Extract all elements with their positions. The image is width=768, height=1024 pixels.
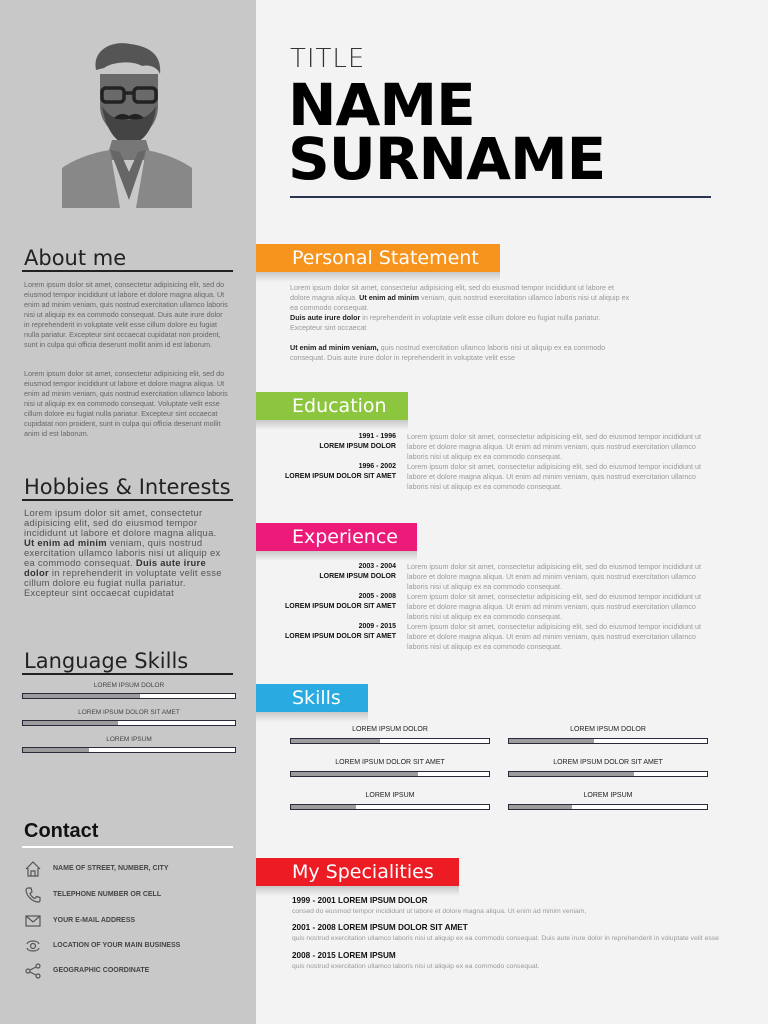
language-label: LOREM IPSUM (106, 736, 152, 743)
speciality-desc: consed do eiusmod tempor incididunt ut labore et dolore magna aliqua. Ut enim ad minim veniam, (292, 908, 587, 915)
hobbies-text: Lorem ipsum dolor sit amet, consectetur adipisicing elit, sed do eiusmod tempor incididunt ut labore et dolore magna aliqua. Ut enim ad minim veniam, quis nostrud exercitation ullamco laboris nisi ut aliquip ex ea commodo consequat. Duis aute irure dolor in reprehenderit in voluptate velit esse cillum dolore eu fugiat nulla pariatur. Excepteur sint occaecat cupidatat (24, 507, 222, 598)
speciality-title: 1999 - 2001 LOREM IPSUM DOLOR (292, 896, 428, 905)
experience-desc: Lorem ipsum dolor sit amet, consectetur adipisicing elit, sed do eiusmod tempor incididunt ut labore et dolore magna aliqua. Ut enim ad minim veniam, quis nostrud exercitation ullamco laboris nisi ut aliquip ex ea commodo consequat. (407, 562, 702, 591)
experience-heading: Experience (256, 523, 417, 551)
skill-bar (508, 738, 708, 744)
contact-email: YOUR E-MAIL ADDRESS (24, 912, 244, 932)
experience-shadow (256, 551, 417, 561)
specialities-heading: My Specialities (256, 858, 459, 886)
language-bar-fill (23, 721, 118, 725)
personal-statement-shadow (256, 272, 500, 282)
personal-statement-text: Lorem ipsum dolor sit amet, consectetur adipisicing elit, sed do eiusmod tempor incididunt ut labore et dolore magna aliqua. Ut enim ad minim veniam, quis nostrud exercitation ullamco laboris nisi ut aliquip ex ea commodo consequat. Duis aute irure dolor in reprehenderit in voluptate velit esse cillum dolore eu fugiat nulla pariatur. Excepteur sint occaecat Ut enim ad minim veniam, quis nostrud exercitation ullamco laboris nisi ut aliquip ex ea commodo consequat. Duis aute irure dolor in reprehenderit in voluptate velit esse (290, 283, 630, 362)
education-desc: Lorem ipsum dolor sit amet, consectetur adipisicing elit, sed do eiusmod tempor incididunt ut labore et dolore magna aliqua. Ut enim ad minim veniam, quis nostrud exercitation ullamco laboris nisi ut aliquip ex ea commodo consequat. (407, 432, 702, 461)
language-heading: Language Skills (24, 649, 189, 673)
skill-bar (290, 804, 490, 810)
speciality-title: 2008 - 2015 LOREM IPSUM (292, 951, 396, 960)
skill-bar (508, 771, 708, 777)
language-bar-fill (23, 748, 89, 752)
skill-bar-fill (509, 805, 572, 809)
location-icon (24, 937, 42, 955)
name-heading: NAME (288, 71, 475, 139)
experience-title: LOREM IPSUM DOLOR SIT AMET (285, 603, 396, 610)
skills-shadow (256, 712, 368, 722)
specialities-shadow (256, 886, 459, 896)
skill-label: LOREM IPSUM DOLOR SIT AMET (553, 759, 663, 766)
title-rule (290, 196, 711, 198)
contact-location: LOCATION OF YOUR MAIN BUSINESS (24, 937, 244, 957)
contact-address: NAME OF STREET, NUMBER, CITY (24, 860, 244, 880)
skill-bar-fill (509, 772, 634, 776)
phone-icon (24, 886, 42, 904)
hobbies-rule (22, 499, 233, 501)
skill-bar (290, 771, 490, 777)
speciality-title: 2001 - 2008 LOREM IPSUM DOLOR SIT AMET (292, 923, 468, 932)
skill-bar-fill (291, 805, 356, 809)
skill-label: LOREM IPSUM DOLOR (570, 726, 646, 733)
contact-heading: Contact (24, 820, 99, 842)
about-paragraph-1: Lorem ipsum dolor sit amet, consectetur adipisicing elit, sed do eiusmod tempor incididunt ut labore et dolore magna aliqua. Ut enim ad minim veniam, quis nostrud exercitation ullamco laboris nisi ut aliquip ex ea commodo consequat. Duis aute irure dolor in reprehenderit in voluptate velit esse cillum dolore eu fugiat nulla pariatur. Excepteur sint occaecat cupidatat non proident, sunt in culpa qui officia deserunt mollit anim id est laborum. (24, 280, 228, 349)
about-rule (22, 270, 233, 272)
experience-years: 2005 - 2008 (358, 593, 396, 600)
surname-heading: SURNAME (288, 125, 606, 193)
language-bar (22, 720, 236, 726)
education-years: 1991 - 1996 (358, 433, 396, 440)
education-years: 1996 - 2002 (358, 463, 396, 470)
contact-rule (22, 846, 233, 848)
contact-coordinate: GEOGRAPHIC COORDINATE (24, 962, 244, 982)
skill-label: LOREM IPSUM (583, 792, 633, 799)
education-title: LOREM IPSUM DOLOR SIT AMET (285, 473, 396, 480)
skill-bar (508, 804, 708, 810)
language-label: LOREM IPSUM DOLOR (93, 682, 165, 689)
speciality-desc: quis nostrud exercitation ullamco laboris nisi ut aliquip ex ea commodo consequat. Duis aute irure dolor in reprehenderit in voluptate velit esse (292, 935, 719, 942)
experience-desc: Lorem ipsum dolor sit amet, consectetur adipisicing elit, sed do eiusmod tempor incididunt ut labore et dolore magna aliqua. Ut enim ad minim veniam, quis nostrud exercitation ullamco laboris nisi ut aliquip ex ea commodo consequat. (407, 592, 702, 621)
skill-bar-fill (291, 739, 380, 743)
education-heading: Education (256, 392, 408, 420)
skills-heading: Skills (256, 684, 368, 712)
language-label: LOREM IPSUM DOLOR SIT AMET (78, 709, 180, 716)
coordinate-icon (24, 962, 42, 980)
personal-statement-heading: Personal Statement (256, 244, 500, 272)
language-bar-fill (23, 694, 140, 698)
contact-phone: TELEPHONE NUMBER OR CELL (24, 886, 244, 906)
speciality-desc: quis nostrud exercitation ullamco laboris nisi ut aliquip ex ea commodo consequat. (292, 963, 540, 970)
language-bar (22, 747, 236, 753)
title-label: TITLE (290, 44, 366, 74)
about-heading: About me (24, 246, 127, 270)
experience-years: 2003 - 2004 (358, 563, 396, 570)
skill-bar-fill (509, 739, 594, 743)
language-rule (22, 673, 233, 675)
education-desc: Lorem ipsum dolor sit amet, consectetur adipisicing elit, sed do eiusmod tempor incididunt ut labore et dolore magna aliqua. Ut enim ad minim veniam, quis nostrud exercitation ullamco laboris nisi ut aliquip ex ea commodo consequat. (407, 462, 702, 491)
about-paragraph-2: Lorem ipsum dolor sit amet, consectetur adipisicing elit, sed do eiusmod tempor incididunt ut labore et dolore magna aliqua. Ut enim ad minim veniam, quis nostrud exercitation ullamco laboris nisi ut aliquip ex ea commodo consequat. Voluptate velit esse cillum dolore eu fugiat nulla pariatur. Excepteur sint occaecat cupidatat non proident, sunt in culpa qui officia deserunt mollit anim id est laborum. (24, 369, 228, 438)
education-shadow (256, 420, 408, 430)
experience-years: 2009 - 2015 (358, 623, 396, 630)
avatar (62, 40, 192, 208)
hobbies-heading: Hobbies & Interests (24, 475, 231, 499)
experience-title: LOREM IPSUM DOLOR SIT AMET (285, 633, 396, 640)
envelope-icon (24, 912, 42, 930)
language-bar (22, 693, 236, 699)
skill-label: LOREM IPSUM DOLOR (352, 726, 428, 733)
education-title: LOREM IPSUM DOLOR (319, 443, 396, 450)
skill-bar-fill (291, 772, 418, 776)
experience-desc: Lorem ipsum dolor sit amet, consectetur adipisicing elit, sed do eiusmod tempor incididunt ut labore et dolore magna aliqua. Ut enim ad minim veniam, quis nostrud exercitation ullamco laboris nisi ut aliquip ex ea commodo consequat. (407, 622, 702, 651)
experience-title: LOREM IPSUM DOLOR (319, 573, 396, 580)
home-icon (24, 860, 42, 878)
skill-bar (290, 738, 490, 744)
skill-label: LOREM IPSUM (365, 792, 415, 799)
skill-label: LOREM IPSUM DOLOR SIT AMET (335, 759, 445, 766)
